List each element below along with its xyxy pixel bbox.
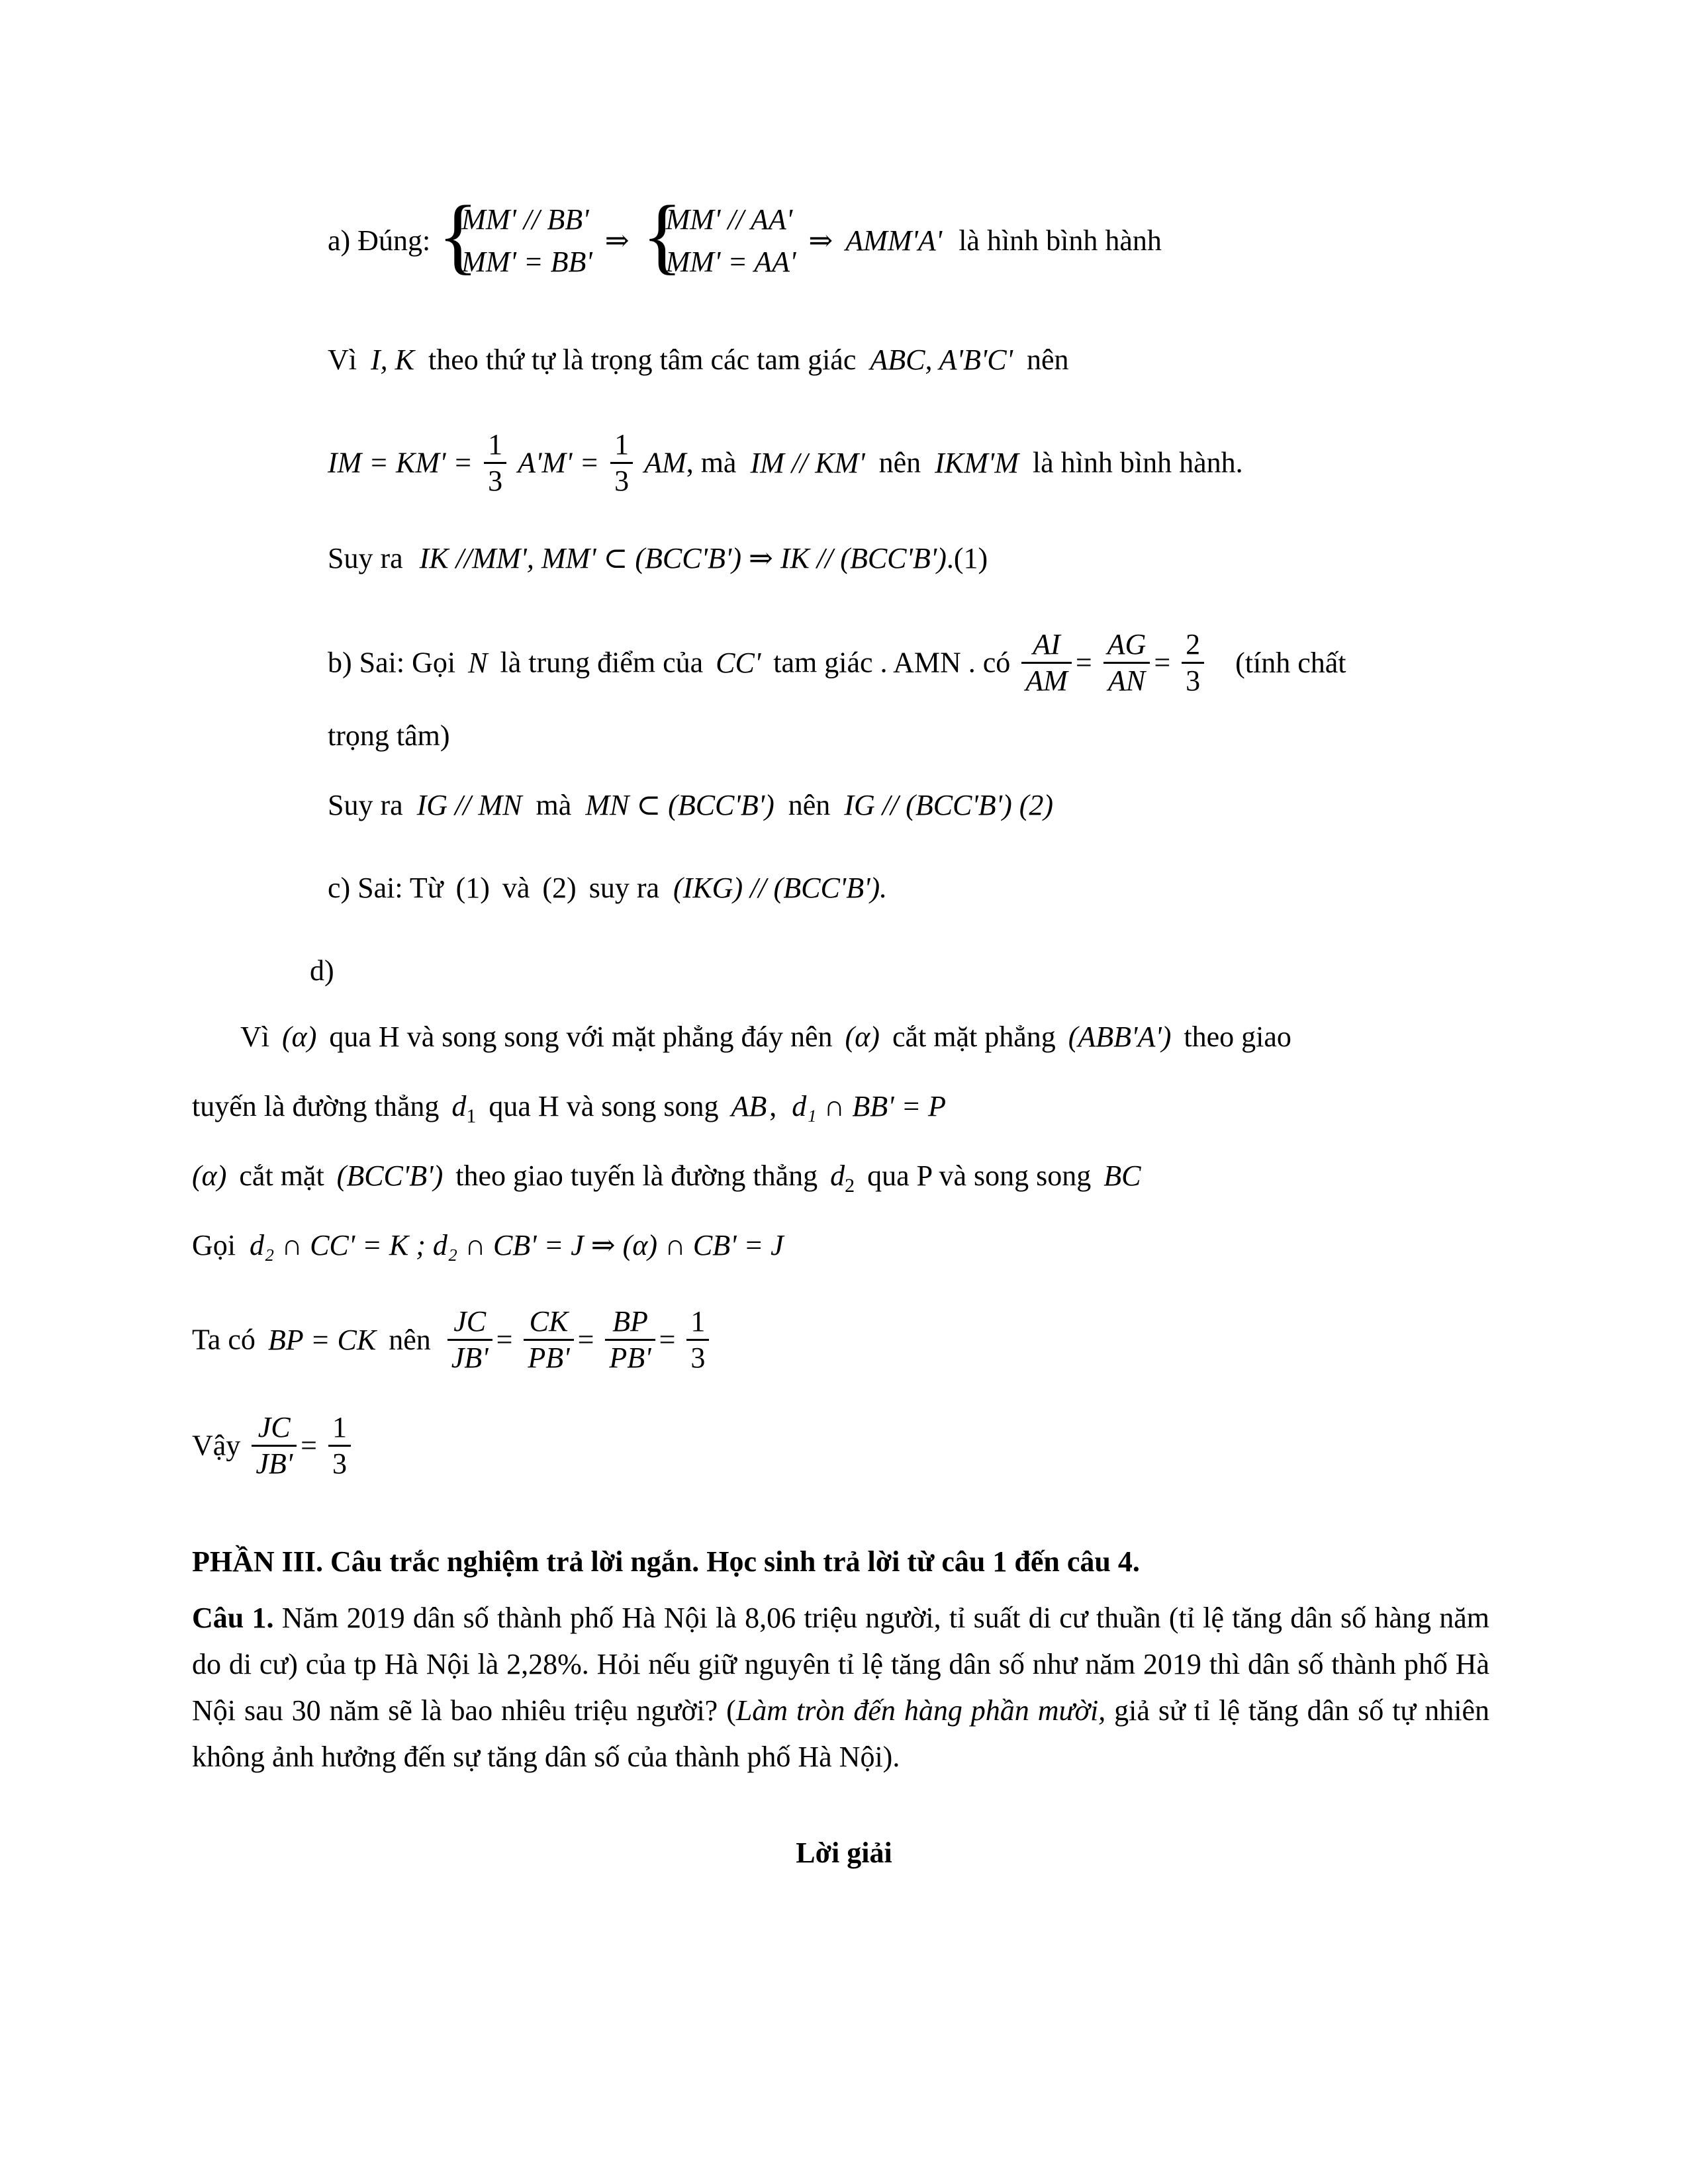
segment-cc: CC' (716, 646, 761, 679)
section-a-label: a) Đúng: (328, 224, 431, 257)
plane-alpha: (α) (282, 1021, 317, 1053)
d-text-ta-co: Ta có (192, 1323, 256, 1356)
line-conclusion-2 (328, 791, 1053, 820)
eq-sign: = (1075, 646, 1092, 679)
plane-bccb: (BCC'B') (336, 1160, 444, 1192)
plane-alpha-2: (α) (845, 1021, 880, 1053)
text-midpoint: là trung điểm của (500, 646, 704, 679)
fraction-jc-jb: $\frac{JC}{JB'}$ (447, 1307, 492, 1373)
d-text-1b: qua H và song song với mặt phẳng đáy nên (329, 1021, 833, 1053)
expr-ikmm: IKM'M (935, 446, 1019, 479)
text-suy-ra-2: Suy ra (328, 789, 403, 821)
ref-1b: (1) (455, 872, 490, 904)
system-2: { MM' // AA' MM' = AA' (641, 189, 796, 283)
d-text-3c: qua P và song song (867, 1160, 1092, 1192)
text-suy-ra-3: suy ra (588, 872, 660, 904)
d-line-6 (192, 1413, 355, 1479)
d-text-2b: qua H và song song (489, 1090, 719, 1122)
part3-heading-text: PHẦN III. Câu trắc nghiệm trả lời ngắn. Học sinh trả lời từ câu 1 đến câu 4. (192, 1545, 1140, 1578)
implies-symbol: ⇒ (604, 224, 630, 257)
fraction-one-third-3: $\frac{1}{3}$ (686, 1307, 709, 1373)
text-nen-2: nên (878, 446, 921, 479)
fraction-one-third-4: $\frac{1}{3}$ (328, 1413, 351, 1479)
line-d1: $d_1$ (451, 1090, 477, 1127)
fraction-ai-am: $\frac{AI}{AM}$ (1021, 630, 1072, 696)
section-b-label: b) Sai: Gọi (328, 646, 456, 679)
result-text: là hình bình hành (959, 224, 1162, 257)
section-a-line (328, 189, 1162, 283)
d-line-4 (192, 1231, 784, 1260)
eq-sign: = (301, 1429, 317, 1462)
line-centroids (328, 345, 1069, 375)
plane-abba: (ABB'A') (1068, 1021, 1172, 1053)
system-2-row-1: MM' // AA' (665, 203, 793, 236)
expr-im: IM = KM' = (328, 446, 473, 479)
fraction-one-third-1: $\frac{1}{3}$ (484, 430, 506, 496)
d-comma: , (769, 1090, 777, 1122)
text-note-cont: trọng tâm) (328, 719, 450, 752)
implies-symbol-2: ⇒ (808, 224, 833, 257)
points-ik: I, K (371, 343, 414, 376)
section-b-line (328, 630, 1346, 696)
line-ab: AB (731, 1090, 767, 1122)
fraction-one-third-2: $\frac{1}{3}$ (610, 430, 633, 496)
text-ma: , mà (686, 446, 737, 479)
expr-ik-parallel: IK //MM', MM' ⊂ (BCC'B') ⇒ IK // (BCC'B') (419, 542, 947, 574)
question-1-text-2: giả sử tỉ lệ tăng dân số tự nhiên không ảnh hưởng đến sự tăng dân số của thành phố Hà Nội). (192, 1694, 1489, 1773)
d-line-1 (240, 1023, 1291, 1052)
text-note: (tính chất (1235, 646, 1346, 679)
ref-2: (2) (542, 872, 577, 904)
line-conclusion-1 (328, 544, 988, 573)
fraction-ag-an: $\frac{AG}{AN}$ (1103, 630, 1150, 696)
d-text-1c: cắt mặt phẳng (892, 1021, 1056, 1053)
expr-d1-bb: d₁ ∩ BB' = P (792, 1090, 947, 1122)
eq-sign: = (1154, 646, 1171, 679)
d-line-5 (192, 1307, 713, 1373)
plane-alpha-3: (α) (192, 1160, 227, 1192)
point-n: N (468, 646, 488, 679)
system-1: { MM' // BB' MM' = BB' (438, 189, 592, 283)
text-centroid: theo thứ tự là trọng tâm các tam giác (428, 343, 857, 376)
expr-ig-mn: IG // MN (416, 789, 522, 821)
solution-heading-text: Lời giải (796, 1837, 892, 1869)
question-1 (192, 1595, 1489, 1780)
part3-heading (192, 1547, 1140, 1576)
d-text-vi: Vì (240, 1021, 269, 1053)
text-suy-ra: Suy ra (328, 542, 403, 574)
text-nen: nên (1027, 343, 1069, 376)
text-parallelogram: là hình bình hành. (1032, 446, 1243, 479)
d-text-1d: theo giao (1184, 1021, 1291, 1053)
d-text-nen: nên (389, 1323, 431, 1356)
expr-ig-parallel: IG // (BCC'B') (2) (844, 789, 1054, 821)
system-2-row-2: MM' = AA' (665, 245, 796, 278)
d-text-3a: cắt mặt (239, 1160, 324, 1192)
d-text-vay: Vậy (192, 1429, 241, 1462)
eq-sign: = (659, 1323, 676, 1356)
line-im (328, 430, 1243, 496)
section-c-line (328, 874, 887, 903)
d-line-3 (192, 1161, 1141, 1196)
fraction-bp-pb: $\frac{BP}{PB'}$ (605, 1307, 655, 1373)
text-triangle-amn: tam giác . AMN . có (773, 646, 1011, 679)
expr-intersections: d₂ ∩ CC' = K ; d₂ ∩ CB' = J ⇒ (α) ∩ CB' = J (250, 1229, 784, 1261)
fraction-jc-jb-2: $\frac{JC}{JB'}$ (252, 1413, 297, 1479)
expr-bp-ck: BP = CK (267, 1323, 377, 1356)
solution-heading (0, 1839, 1688, 1868)
expr-mn-subset: MN ⊂ (BCC'B') (585, 789, 774, 821)
text-nen-3: nên (788, 789, 831, 821)
line-d2: $d_2$ (830, 1160, 855, 1197)
eq-sign: = (496, 1323, 513, 1356)
question-1-text-1: Năm 2019 dân số thành phố Hà Nội là 8,06 triệu người, tỉ suất di cư thuần (tỉ lệ tăng dân số hàng năm do di cư) của tp Hà Nội là 2,28%. Hỏi nếu giữ nguyên tỉ lệ tăng dân số như năm 2019 thì dân số thành phố Hà Nội sau 30 năm sẽ là bao nhiêu triệu người? ( (192, 1602, 1489, 1727)
d-line-2 (192, 1092, 946, 1126)
ref-1: .(1) (946, 542, 988, 574)
expr-ikg-parallel: (IKG) // (BCC'B'). (673, 872, 888, 904)
system-1-row-1: MM' // BB' (461, 203, 589, 236)
d-text-2a: tuyến là đường thẳng (192, 1090, 440, 1122)
d-text-3b: theo giao tuyến là đường thẳng (455, 1160, 818, 1192)
text-va: và (502, 872, 530, 904)
text-ma-2: mà (536, 789, 572, 821)
expr-par: IM // KM' (750, 446, 865, 479)
parallelogram-name: AMM'A' (845, 224, 943, 257)
triangles: ABC, A'B'C' (870, 343, 1013, 376)
section-d-label: d) (310, 954, 334, 987)
d-text-goi: Gọi (192, 1229, 236, 1261)
expr-am1: A'M' = (518, 446, 600, 479)
section-c-label: c) Sai: Từ (328, 872, 444, 904)
line-bc: BC (1103, 1160, 1141, 1192)
fraction-two-thirds: $\frac{2}{3}$ (1182, 630, 1204, 696)
eq-sign: = (577, 1323, 594, 1356)
fraction-ck-pb: $\frac{CK}{PB'}$ (524, 1307, 573, 1373)
question-1-italic: Làm tròn đến hàng phần mười, (735, 1694, 1106, 1727)
question-1-label: Câu 1. (192, 1602, 274, 1634)
system-1-row-2: MM' = BB' (461, 245, 592, 278)
expr-am2: AM (644, 446, 686, 479)
text-vi: Vì (328, 343, 357, 376)
